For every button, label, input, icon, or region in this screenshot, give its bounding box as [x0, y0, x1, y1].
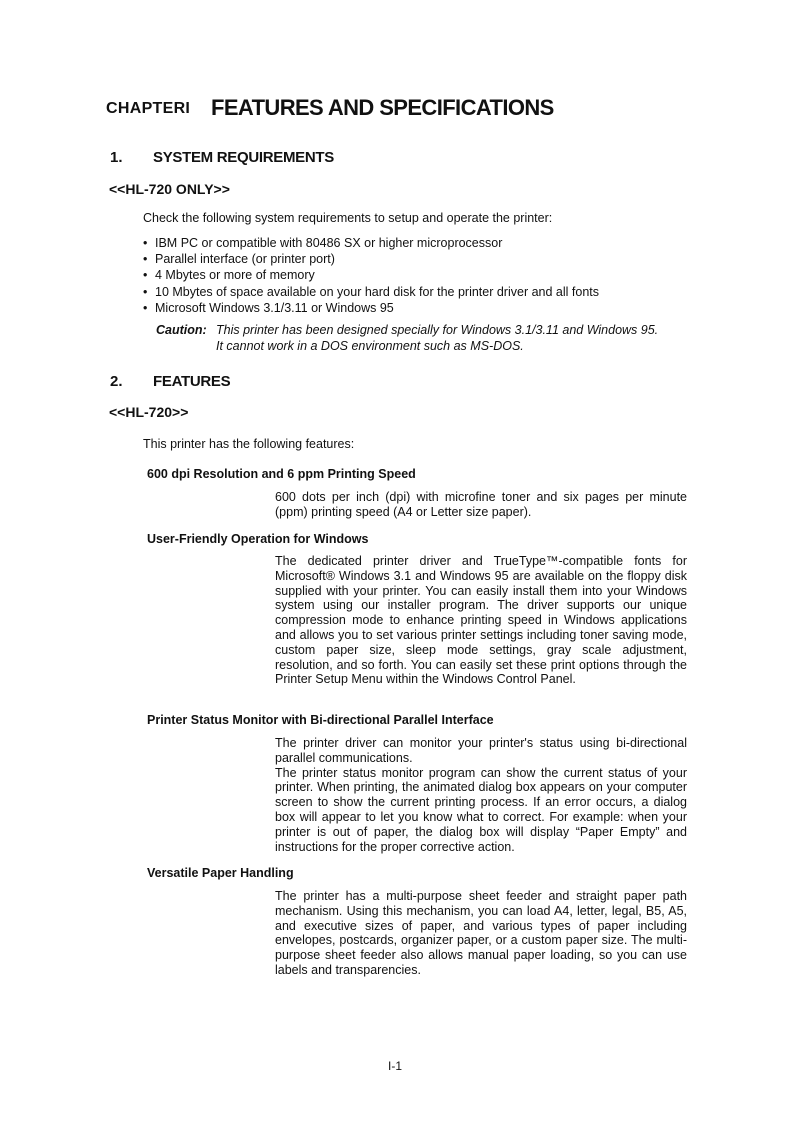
chapter-title: FEATURES AND SPECIFICATIONS	[211, 95, 554, 120]
chapter-label: CHAPTERI	[106, 100, 191, 117]
list-item: • IBM PC or compatible with 80486 SX or higher microprocessor	[143, 235, 599, 251]
caution-note	[156, 322, 658, 354]
section2-intro: This printer has the following features:	[143, 437, 355, 451]
list-item: • Parallel interface (or printer port)	[143, 251, 599, 267]
feature-body-paper-handling: The printer has a multi-purpose sheet feeder and straight paper path mechanism. Using this mechanism, you can load A4, letter, legal, B5, A5, and executive sizes of paper, and various types of paper including envelopes, postcards, organizer paper, or a custom paper size. The multi-purpose sheet feeder also allows manual paper loading, so you can use labels and transparencies.	[275, 889, 687, 977]
section1-number: 1.	[110, 149, 123, 166]
section2-number: 2.	[110, 373, 123, 390]
feature-body-status-monitor-p2: The printer status monitor program can show the current status of your printer. When printing, the animated dialog box appears on your computer screen to show the current printing process. If an error occurs, a dialog box will appear to let you know what to correct. For example: when your printer is out of paper, the dialog box will display “Paper Empty” and instructions for the proper corrective action.	[275, 765, 687, 854]
caution-line-1: This printer has been designed specially for Windows 3.1/3.11 and Windows 95.	[216, 323, 659, 337]
section1-model-note: <<HL-720 ONLY>>	[109, 181, 230, 197]
section1-intro: Check the following system requirements to setup and operate the printer:	[143, 211, 553, 225]
feature-heading-status-monitor: Printer Status Monitor with Bi-directional Parallel Interface	[147, 713, 494, 727]
feature-body-resolution: 600 dots per inch (dpi) with microfine toner and six pages per minute (ppm) printing speed (A4 or Letter size paper).	[275, 490, 687, 519]
section2-title: FEATURES	[153, 373, 231, 390]
caution-line-2: It cannot work in a DOS environment such as MS-DOS.	[216, 339, 524, 353]
requirements-list	[143, 235, 599, 316]
page-number: I-1	[388, 1059, 403, 1073]
feature-heading-resolution: 600 dpi Resolution and 6 ppm Printing Speed	[147, 467, 416, 481]
list-item: • 10 Mbytes of space available on your hard disk for the printer driver and all fonts	[143, 284, 599, 300]
feature-body-windows: The dedicated printer driver and TrueType™-compatible fonts for Microsoft® Windows 3.1 and Windows 95 are available on the floppy disk supplied with your printer. You can easily install them into your Windows system using our installer program. The driver supports our unique compression mode to enhance printing speed in Windows applications and allows you to set various printer settings including toner saving mode, custom paper size, sleep mode settings, gray scale adjustment, resolution, and so forth. You can easily set these print options through the Printer Setup Menu within the Windows Control Panel.	[275, 554, 687, 687]
caution-label: Caution:	[156, 323, 207, 337]
section1-title: SYSTEM REQUIREMENTS	[153, 149, 334, 166]
section2-model-note: <<HL-720>>	[109, 404, 189, 420]
feature-heading-paper-handling: Versatile Paper Handling	[147, 866, 294, 880]
feature-body-status-monitor-p1: The printer driver can monitor your printer's status using bi-directional parallel communications.	[275, 736, 687, 765]
feature-heading-windows: User-Friendly Operation for Windows	[147, 532, 369, 546]
list-item: • Microsoft Windows 3.1/3.11 or Windows 95	[143, 300, 599, 316]
list-item: • 4 Mbytes or more of memory	[143, 267, 599, 283]
feature-body-status-monitor	[275, 736, 687, 854]
